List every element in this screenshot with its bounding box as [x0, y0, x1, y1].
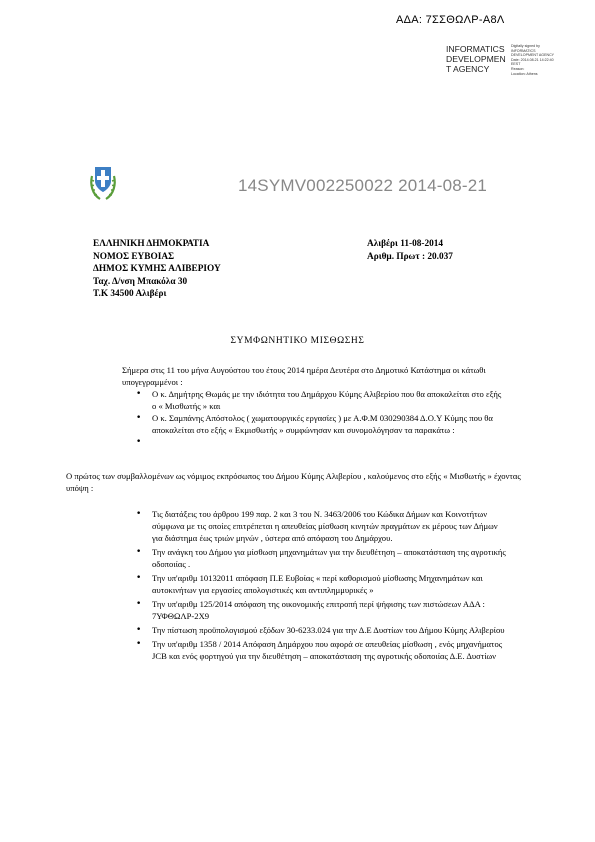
list-item: • Την υπ'αριθμ 10132011 απόφαση Π.Ε Ευβοίας « περί καθορισμού μίσθωσης Μηχανημάτων και αυτοκινήτων για εργασίες απολογιστικές και αντιπλημμυρικές » — [127, 572, 507, 596]
signature-line: EEST — [511, 62, 521, 67]
list-item: • Ο κ. Σαμπάνης Απόστολος ( χωματουργικές εργασίες ) με Α.Φ.Μ 030290384 Δ.Ο.Υ Κύμης που θα αποκαλείται στο εξής « Εκμισθωτής » συμφώνησαν και συνομολόγησαν τα παρακάτω : — [127, 412, 507, 436]
parties-list — [127, 388, 507, 436]
date-protocol-block — [367, 238, 453, 263]
signer-org-line: DEVELOPMEN — [446, 54, 506, 64]
list-item: • Τις διατάξεις του άρθρου 199 παρ. 2 και 3 του Ν. 3463/2006 του Κώδικα Δήμων και Κοινοτήτων σύμφωνα με τις οποίες επιτρέπεται η απευθείας μίσθωση κινητών πραγμάτων εκ μέρους των Δήμων για διάστημα έως τριών μηνών , ύστερα από απόφαση του Δημάρχου. — [127, 508, 507, 544]
signer-org-line: T AGENCY — [446, 64, 490, 74]
issuer-line: ΔΗΜΟΣ ΚΥΜΗΣ ΑΛΙΒΕΡΙΟΥ — [93, 264, 221, 274]
issuer-block — [93, 238, 221, 301]
list-item: • Την πίστωση προϋπολογισμού εξόδων 30-6233.024 για την Δ.Ε Δυστίων του Δήμου Κύμης Αλιβερίου — [127, 624, 507, 636]
list-item: • Ο κ. Δημήτρης Θωμάς με την ιδιότητα του Δημάρχου Κύμης Αλιβερίου που θα αποκαλείται στο εξής ο « Μισθωτής » και — [127, 388, 507, 412]
digital-signature-details — [511, 44, 571, 76]
signature-line: INFORMATICS — [511, 48, 536, 53]
document-id: 14SYMV002250022 2014-08-21 — [238, 176, 488, 195]
protocol-number: Αριθμ. Πρωτ : 20.037 — [367, 251, 453, 262]
issuer-line: ΝΟΜΟΣ ΕΥΒΟΙΑΣ — [93, 251, 175, 262]
signer-organization — [446, 44, 506, 74]
signer-org-line: INFORMATICS — [446, 44, 505, 54]
document-date: Αλιβέρι 11-08-2014 — [367, 239, 444, 249]
list-item: • Την υπ'αριθμ 125/2014 απόφαση της οικονομικής επιτροπή περί ψήφισης των πιστώσεων ΑΔΑ : 7ΥΦΘΩΛΡ-2Χ9 — [127, 598, 507, 622]
issuer-line: Ταχ. Δ/νση Μπακόλα 30 — [93, 276, 188, 287]
list-item: • Την ανάγκη του Δήμου για μίσθωση μηχανημάτων για την διευθέτηση – αποκατάσταση της αγροτικής οδοποιίας . — [127, 546, 507, 570]
considerations-list — [127, 508, 507, 664]
intro-paragraph: Σήμερα στις 11 του μήνα Αυγούστου του έτους 2014 ημέρα Δευτέρα στο Δημοτικό Κατάστημα οι κάτωθι υπογεγραμμένοι : — [122, 365, 486, 387]
signature-line: Digitally signed by — [511, 44, 540, 48]
signature-line: Date: 2014.08.21 14:22:40 — [511, 57, 554, 62]
lessee-paragraph: Ο πρώτος των συμβαλλομένων ως νόμιμος εκπρόσωπος του Δήμου Κύμης Αλιβερίου , καλούμενος στο εξής « Μισθωτής » έχοντας υπόψη : — [66, 471, 521, 493]
list-item: • Την υπ'αριθμ 1358 / 2014 Απόφαση Δημάρχου που αφορά σε απευθείας μίσθωση , ενός μηχανήματος JCB και ενός φορτηγού για την διευθέτηση – αποκατάσταση της αγροτικής οδοποιίας Δ.Ε. Δυστίων — [127, 638, 507, 662]
signature-line: Location: Athens — [511, 71, 538, 76]
ada-number: ΑΔΑ: 7ΣΣΘΩΛΡ-Α8Λ — [396, 14, 505, 26]
signature-line: Reason: — [511, 66, 525, 71]
document-title: ΣΥΜΦΩΝΗΤΙΚΟ ΜΙΣΘΩΣΗΣ — [230, 336, 365, 346]
issuer-line: Τ.Κ 34500 Αλιβέρι — [93, 289, 167, 299]
signature-line: DEVELOPMENT AGENCY — [511, 53, 555, 58]
greek-coat-of-arms-icon — [88, 162, 118, 202]
issuer-line: ΕΛΛΗΝΙΚΗ ΔΗΜΟΚΡΑΤΙΑ — [93, 239, 210, 249]
